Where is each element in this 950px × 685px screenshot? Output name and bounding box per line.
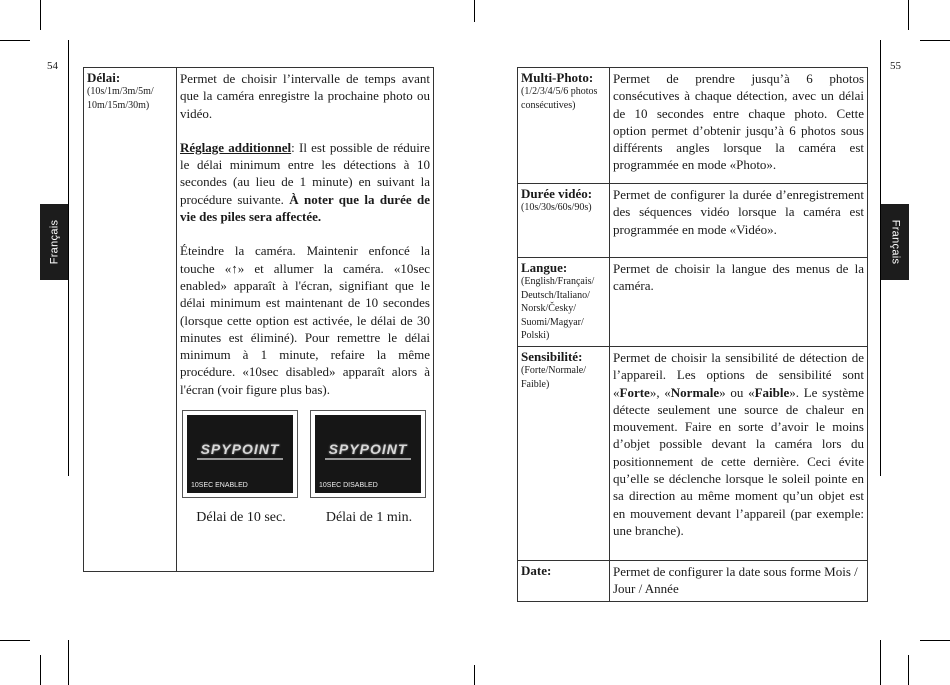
table-row bbox=[518, 68, 868, 184]
description-text: : Il est possible de réduire le délai minimum entre les détections à 10 secondes (au lieu de 1 minute) en suivant la procédure suivante. bbox=[180, 139, 430, 207]
camera-screen bbox=[182, 410, 298, 498]
crop-mark bbox=[474, 0, 475, 22]
table-row bbox=[84, 68, 434, 572]
figure-10sec-disabled bbox=[310, 410, 428, 526]
crop-mark bbox=[908, 0, 909, 30]
figure-caption: Délai de 1 min. bbox=[325, 510, 413, 526]
setting-options: (Forte/Normale/ Faible) bbox=[521, 365, 586, 390]
description-paragraph bbox=[180, 139, 430, 225]
screen-figures bbox=[180, 410, 430, 526]
language-tab-label: Français bbox=[889, 219, 901, 265]
setting-options: (10s/30s/60s/90s) bbox=[521, 202, 592, 213]
table-row bbox=[518, 561, 868, 602]
setting-name-cell bbox=[518, 258, 610, 347]
description-paragraph: Éteindre la caméra. Maintenir enfoncé la touche «↑» et allumer la caméra. «10sec enabled» apparaît à l'écran, signifiant que le délai minimum est maintenant de 10 secondes (lorsque cette option est activée, le délai de 30 minutes est éliminé). Pour remettre le délai minimum à 1 minute, refaire la même procédure. «10sec disabled» apparaît alors à l'écran (voir figure plus bas). bbox=[180, 243, 430, 397]
setting-name-cell bbox=[84, 68, 177, 572]
setting-description: Permet de choisir la sensibilité de détection de l’appareil. Les options de sensibilité sont «Forte», «Normale» ou «Faible». Le système détecte seulement une source de chaleur en mouvement. Faire en sorte d’avoir le moins d’objet possible devant la caméra lors du positionnement de cette dernière. Ceci évite qu’elle se déclenche lorsque le soleil pointe en sa direction au même moment qu’un objet est en mouvement devant l’appareil (par exemple: une branche). bbox=[613, 350, 865, 538]
description-paragraph: Permet de choisir l’intervalle de temps avant que la caméra enregistre la prochaine photo ou vidéo. bbox=[180, 71, 430, 121]
language-tab-label: Français bbox=[48, 219, 60, 265]
crop-mark bbox=[68, 640, 69, 685]
setting-name-cell bbox=[518, 184, 610, 258]
setting-description-cell bbox=[610, 258, 868, 347]
screen-text: 10SEC DISABLED bbox=[319, 482, 378, 490]
option-normale: Normale bbox=[670, 384, 720, 400]
spypoint-logo: SPYPOINT bbox=[315, 441, 421, 460]
setting-description: Permet de choisir la langue des menus de la caméra. bbox=[613, 261, 864, 294]
setting-name-cell bbox=[518, 561, 610, 602]
setting-description: Permet de prendre jusqu’à 6 photos consécutives à chaque détection, avec un délai de 10 secondes entre chaque photo. Cette option permet d’obtenir jusqu’à 6 photos sous différents angles lorsque la caméra est programmée en mode «Photo». bbox=[613, 71, 864, 173]
battery-warning: À noter que la durée de vie des piles sera affectée. bbox=[180, 191, 430, 225]
crop-mark bbox=[474, 665, 475, 685]
crop-mark bbox=[920, 640, 950, 641]
setting-label: Multi-Photo: bbox=[521, 70, 594, 85]
crop-mark bbox=[0, 40, 30, 41]
crop-mark bbox=[0, 640, 30, 641]
table-row bbox=[518, 347, 868, 561]
table-row bbox=[518, 184, 868, 258]
page-number-right: 55 bbox=[890, 60, 901, 72]
setting-label: Durée vidéo: bbox=[521, 186, 593, 201]
settings-table-left bbox=[83, 67, 434, 572]
setting-options: (English/Français/ Deutsch/Italiano/ Norsk/Česky/ Suomi/Magyar/ Polski) bbox=[521, 276, 595, 341]
setting-label: Date: bbox=[521, 563, 552, 578]
additional-setting-title: Réglage additionnel bbox=[180, 139, 292, 155]
screen-text: 10SEC ENABLED bbox=[191, 482, 248, 490]
language-tab-right bbox=[881, 204, 909, 280]
setting-description-cell bbox=[610, 68, 868, 184]
crop-mark bbox=[920, 40, 950, 41]
setting-description-cell bbox=[610, 347, 868, 561]
spypoint-logo: SPYPOINT bbox=[187, 441, 293, 460]
setting-name-cell bbox=[518, 68, 610, 184]
setting-label: Délai: bbox=[87, 70, 121, 85]
crop-mark bbox=[880, 640, 881, 685]
figure-caption: Délai de 10 sec. bbox=[196, 510, 286, 526]
setting-options: (10s/1m/3m/5m/ 10m/15m/30m) bbox=[87, 86, 154, 111]
crop-mark bbox=[68, 40, 69, 476]
page-number-left: 54 bbox=[47, 60, 58, 72]
table-row bbox=[518, 258, 868, 347]
language-tab-left bbox=[40, 204, 68, 280]
setting-name-cell bbox=[518, 347, 610, 561]
crop-mark bbox=[40, 655, 41, 685]
crop-mark bbox=[40, 0, 41, 30]
setting-description-cell bbox=[177, 68, 434, 572]
setting-options: (1/2/3/4/5/6 photos consécutives) bbox=[521, 86, 598, 111]
settings-table-right bbox=[517, 67, 868, 602]
setting-description-cell bbox=[610, 561, 868, 602]
option-forte: Forte bbox=[619, 384, 650, 400]
setting-description: Permet de configurer la date sous forme Mois / Jour / Année bbox=[613, 564, 858, 597]
figure-10sec-enabled bbox=[182, 410, 300, 526]
option-faible: Faible bbox=[754, 384, 790, 400]
camera-screen bbox=[310, 410, 426, 498]
crop-mark bbox=[908, 655, 909, 685]
setting-description-cell bbox=[610, 184, 868, 258]
setting-description: Permet de configurer la durée d’enregistrement des séquences vidéo lorsque la caméra est programmée en mode «Vidéo». bbox=[613, 187, 864, 237]
setting-label: Langue: bbox=[521, 260, 568, 275]
setting-label: Sensibilité: bbox=[521, 349, 583, 364]
